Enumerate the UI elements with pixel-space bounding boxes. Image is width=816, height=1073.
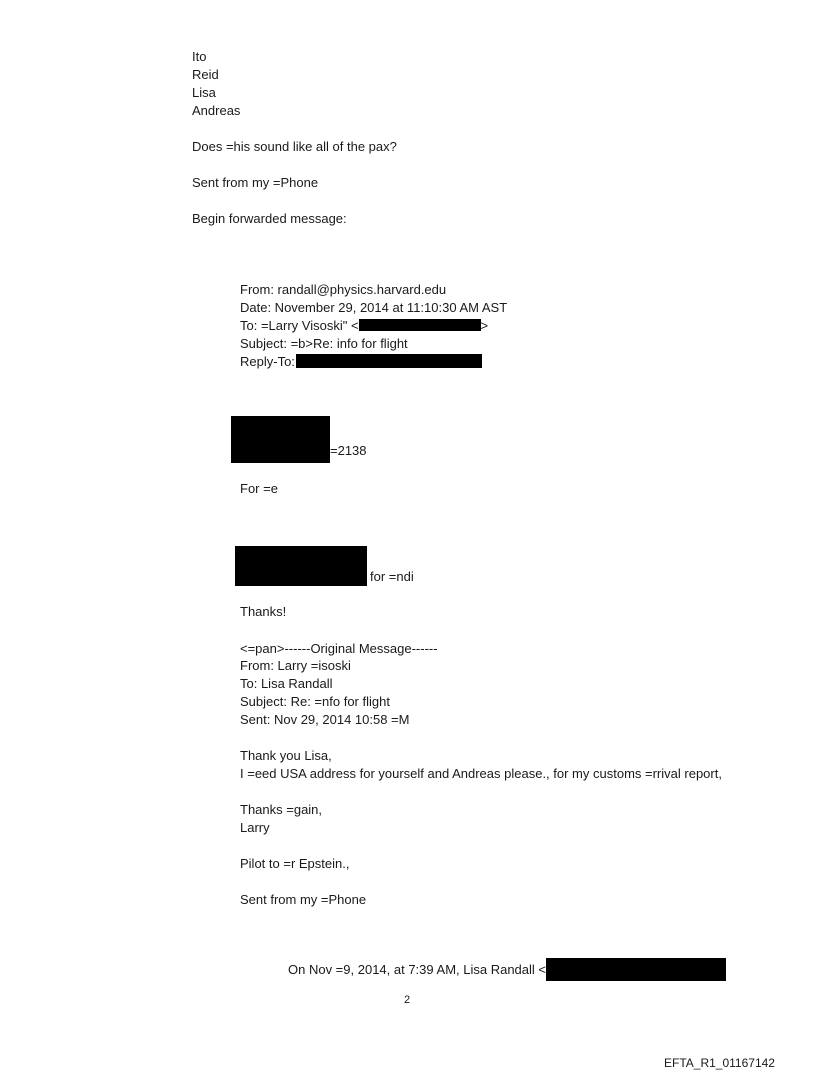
name-reid: Reid	[192, 67, 219, 82]
header-subject: Subject: =b>Re: info for flight	[240, 336, 408, 351]
body-thanks-again: Thanks =gain,	[240, 802, 323, 817]
page-number: 2	[404, 994, 411, 1006]
name-lisa: Lisa	[192, 85, 216, 100]
header-to-prefix: To: =Larry Visoski" <	[240, 318, 359, 333]
body-request: I =eed USA address for yourself and Andreas please., for my customs =rrival report,	[240, 766, 722, 781]
pax-question: Does =his sound like all of the pax?	[192, 139, 397, 154]
document-id-footer: EFTA_R1_01167142	[664, 1056, 775, 1070]
redaction-block	[546, 958, 726, 981]
header-date: Date: November 29, 2014 at 11:10:30 AM AST	[240, 300, 508, 315]
for-ndi-line: for =ndi	[370, 569, 414, 584]
header-from: From: randall@physics.harvard.edu	[240, 282, 447, 297]
thanks-line: Thanks!	[240, 604, 287, 619]
body-sent-from: Sent from my =Phone	[240, 892, 367, 907]
begin-forwarded-label: Begin forwarded message:	[192, 211, 347, 226]
original-subject: Subject: Re: =nfo for flight	[240, 694, 390, 709]
body-signature: Larry	[240, 820, 270, 835]
body-pilot: Pilot to =r Epstein.,	[240, 856, 350, 871]
redaction-block	[359, 319, 481, 331]
body-greeting: Thank you Lisa,	[240, 748, 332, 763]
original-from: From: Larry =isoski	[240, 658, 351, 673]
name-andreas: Andreas	[192, 103, 241, 118]
header-reply-to: Reply-To:	[240, 354, 295, 369]
header-to-suffix: >	[480, 318, 489, 333]
sent-from-phone: Sent from my =Phone	[192, 175, 319, 190]
redaction-block	[235, 546, 367, 586]
redaction-block	[231, 416, 330, 463]
line-2138: =2138	[330, 443, 367, 458]
for-e-line: For =e	[240, 481, 278, 496]
original-to: To: Lisa Randall	[240, 676, 333, 691]
redaction-block	[296, 354, 482, 368]
name-ito: Ito	[192, 49, 207, 64]
header-to	[240, 317, 488, 335]
on-date-line: On Nov =9, 2014, at 7:39 AM, Lisa Randall <	[288, 962, 546, 977]
original-message-separator: <=pan>------Original Message------	[240, 641, 438, 656]
original-sent: Sent: Nov 29, 2014 10:58 =M	[240, 712, 410, 727]
